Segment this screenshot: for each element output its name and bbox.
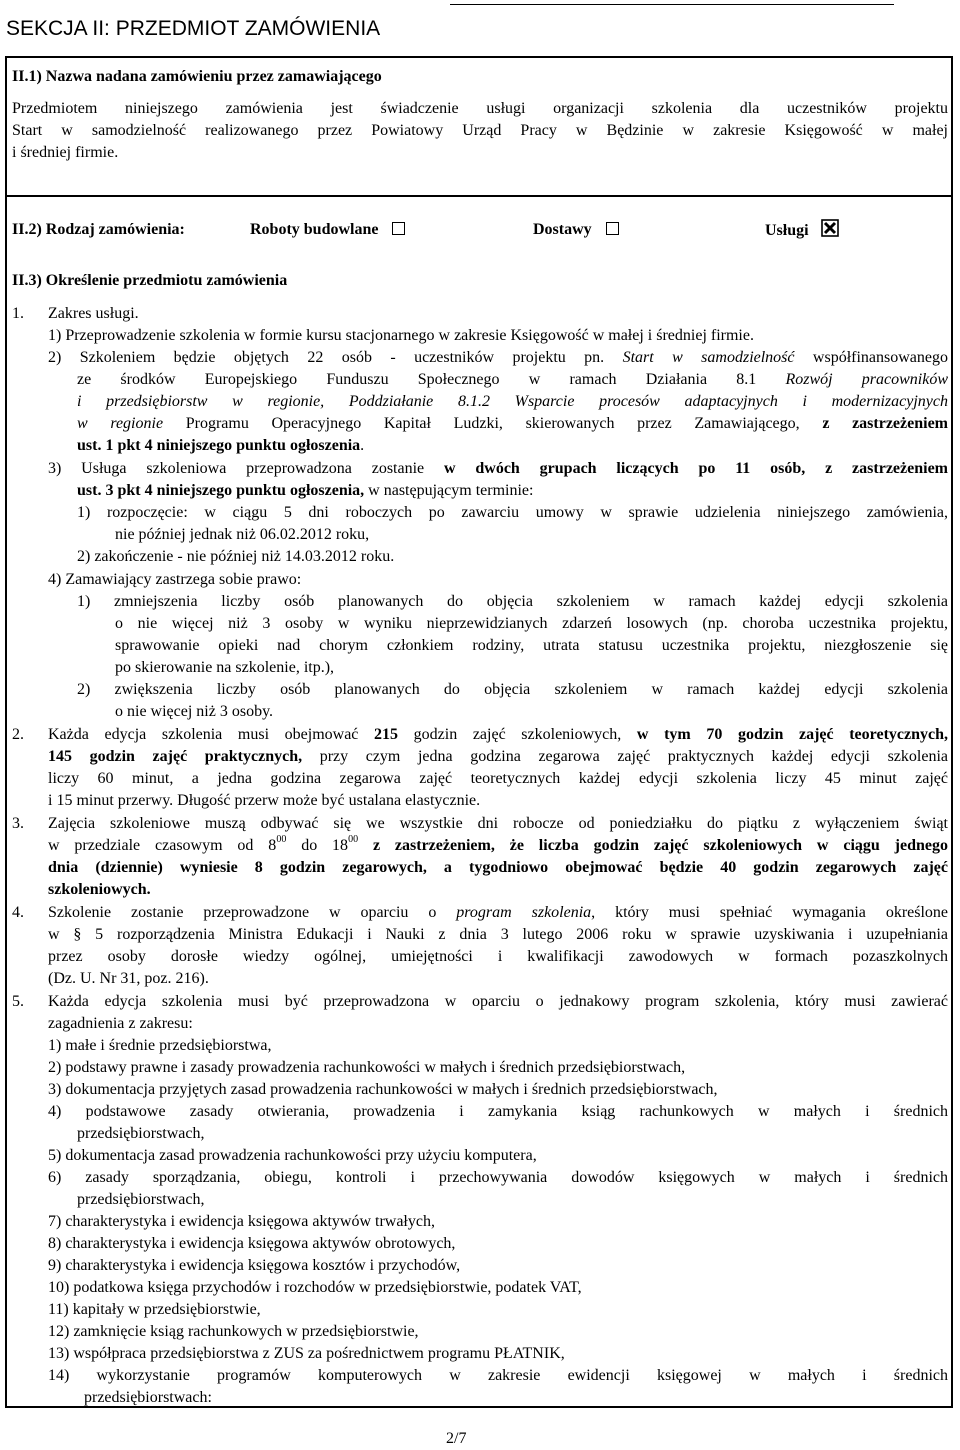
p1-item4-sub2-l2: o nie więcej niż 3 osoby. <box>115 703 274 720</box>
list-item: 7) charakterystyka i ewidencja księgowa aktywów trwałych, <box>48 1213 435 1230</box>
list-item: 13) współpraca przedsiębiorstwa z ZUS za pośrednictwem programu PŁATNIK, <box>48 1345 565 1362</box>
checkbox-checked-icon <box>821 219 839 237</box>
p1-item4: 4) Zamawiający zastrzega sobie prawo: <box>48 571 302 588</box>
p3-line4: szkoleniowych. <box>48 881 151 898</box>
list-item: 2) podstawy prawne i zasady prowadzenia rachunkowości w małych i średnich przedsiębiorstwach, <box>48 1059 686 1076</box>
list-item: 3) dokumentacja przyjętych zasad prowadzenia rachunkowości w małych i średnich przedsiębiorstwach, <box>48 1081 718 1098</box>
p1-item4-sub2: 2) zwiększenia liczby osób planowanych do objęcia szkoleniem w ramach każdej edycji szkolenia <box>77 681 948 698</box>
page-number: 2/7 <box>446 1430 467 1447</box>
p4-num: 4. <box>12 904 24 921</box>
p4-line3: przez osoby dorosłe wiedzy ogólnej, umiejętności i kwalifikacji zawodowych w formach pozaszkolnych <box>48 948 948 965</box>
list-item: 9) charakterystyka i ewidencja księgowa kosztów i przychodów, <box>48 1257 461 1274</box>
list-item: 1) małe i średnie przedsiębiorstwa, <box>48 1037 272 1054</box>
p2-line4: i 15 minut przerwy. Długość przerw może być ustalana elastycznie. <box>48 792 481 809</box>
p1-title: Zakres usługi. <box>48 305 139 322</box>
p1-item2-line2: ze środków Europejskiego Funduszu Społecznego w ramach Działania 8.1 Rozwój pracowników <box>77 371 949 388</box>
p2-line1: Każda edycja szkolenia musi obejmować 215 godzin zajęć szkoleniowych, w tym 70 godzin zajęć teoretycznych, <box>48 726 948 743</box>
list-item: 5) dokumentacja zasad prowadzenia rachunkowości przy użyciu komputera, <box>48 1147 537 1164</box>
list-item: 4) podstawowe zasady otwierania, prowadzenia i zamykania ksiąg rachunkowych w małych i średnich <box>48 1103 948 1120</box>
p2-num: 2. <box>12 726 24 743</box>
frame-separator <box>5 195 953 197</box>
option-uslugi-label: Usługi <box>765 222 809 239</box>
s21-line1: Przedmiotem niniejszego zamówienia jest świadczenie usługi organizacji szkolenia dla uczestników projektu <box>12 100 948 117</box>
option-roboty <box>250 219 405 241</box>
p1-item4-sub1-l2: o nie więcej niż 3 osoby w wyniku nieprzewidzianych zdarzeń losowych (np. choroba uczestnika projektu, <box>115 615 948 632</box>
p1-item1: 1) Przeprowadzenie szkolenia w formie kursu stacjonarnego w zakresie Księgowość w małej i średniej firmie. <box>48 327 754 344</box>
p5-line2: zagadnienia z zakresu: <box>48 1015 193 1032</box>
p1-item3-sub1-cont: nie później jednak niż 06.02.2012 roku, <box>115 526 370 543</box>
s21-line3: i średniej firmie. <box>12 144 119 161</box>
option-dostawy-label: Dostawy <box>533 221 592 238</box>
top-rule <box>450 4 894 5</box>
p5-line1: Każda edycja szkolenia musi być przeprowadzona w oparciu o jednakowy program szkolenia, który musi zawierać <box>48 993 948 1010</box>
s22-heading: II.2) Rodzaj zamówienia: <box>12 221 185 238</box>
p1-item2-line1: 2) Szkoleniem będzie objętych 22 osób - uczestników projektu pn. Start w samodzielność współfinansowanego <box>48 349 949 366</box>
p4-line4: (Dz. U. Nr 31, poz. 216). <box>48 970 209 987</box>
p1-item4-sub1-l3: sprawowanie opieki nad chorym członkiem rodziny, utrata statusu uczestnika projektu, niezgłoszenie się <box>115 637 948 654</box>
checkbox-unchecked-icon <box>606 222 619 235</box>
p3-line2: w przedziale czasowym od $8^{00}$ do $18^{00}$ z zastrzeżeniem, że liczba godzin zajęć szkoleniowych w ciągu jednego <box>48 834 949 854</box>
p1-item3-line1: 3) Usługa szkoleniowa przeprowadzona zostanie w dwóch grupach liczących po 11 osób, z zastrzeżeniem <box>48 460 948 477</box>
p1-item4-sub1: 1) zmniejszenia liczby osób planowanych do objęcia szkoleniem w ramach każdej edycji szkolenia <box>77 593 948 610</box>
p3-line1: Zajęcia szkoleniowe muszą odbywać się we wszystkie dni robocze od poniedziałku do piątku z wyłączeniem świąt <box>48 815 948 832</box>
list-item: 8) charakterystyka i ewidencja księgowa aktywów obrotowych, <box>48 1235 456 1252</box>
checkbox-unchecked-icon <box>392 222 405 235</box>
p4-line2: w § 5 rozporządzenia Ministra Edukacji i Nauki z dnia 3 lutego 2006 roku w sprawie uzyskiwania i uzupełniania <box>48 926 948 943</box>
p2-line2: 145 godzin zajęć praktycznych, przy czym jedna godzina zegarowa zajęć praktycznych każdej edycji szkolenia <box>48 748 948 765</box>
option-roboty-label: Roboty budowlane <box>250 221 379 238</box>
s21-line2: Start w samodzielność realizowanego przez Powiatowy Urząd Pracy w Będzinie w zakresie Księgowość w małej <box>12 122 948 139</box>
p1-item2-line3: i przedsiębiorstw w regionie, Poddziałanie 8.1.2 Wsparcie procesów adaptacyjnych i modernizacyjnych <box>77 393 948 410</box>
list-item: 10) podatkowa księga przychodów i rozchodów w przedsiębiorstwie, podatek VAT, <box>48 1279 582 1296</box>
p3-num: 3. <box>12 815 24 832</box>
list-item: 12) zamknięcie ksiąg rachunkowych w przedsiębiorstwie, <box>48 1323 419 1340</box>
p1-item2-line5: ust. 1 pkt 4 niniejszego punktu ogłoszenia. <box>77 437 365 454</box>
option-dostawy <box>533 219 619 241</box>
p3-line3: dnia (dziennie) wyniesie 8 godzin zegarowych, a tygodniowo obejmować będzie 40 godzin zegarowych zajęć <box>48 859 948 876</box>
list-item: 6) zasady sporządzania, obiegu, kontroli i przechowywania dowodów księgowych w małych i średnich <box>48 1169 948 1186</box>
option-uslugi <box>765 219 839 242</box>
p1-item2-line4: w regionie Programu Operacyjnego Kapitał Ludzki, skierowanych przez Zamawiającego, z zastrzeżeniem <box>77 415 949 432</box>
list-item-cont: przedsiębiorstwach: <box>84 1389 212 1406</box>
list-item-cont: przedsiębiorstwach, <box>77 1191 205 1208</box>
p1-num: 1. <box>12 305 24 322</box>
p2-line3: liczy 60 minut, a jedna godzina zegarowa zajęć teoretycznych każdej edycji szkolenia liczy 45 minut zajęć <box>48 770 948 787</box>
p4-line1: Szkolenie zostanie przeprowadzone w oparciu o program szkolenia, który musi spełniać wymagania określone <box>48 904 949 921</box>
list-item: 14) wykorzystanie programów komputerowych w zakresie ewidencji księgowej w małych i średnich <box>48 1367 948 1384</box>
p5-num: 5. <box>12 993 24 1010</box>
list-item: 11) kapitały w przedsiębiorstwie, <box>48 1301 261 1318</box>
p1-item3-sub2: 2) zakończenie - nie później niż 14.03.2012 roku. <box>77 548 395 565</box>
s23-heading: II.3) Określenie przedmiotu zamówienia <box>12 272 288 289</box>
p1-item3-line2: ust. 3 pkt 4 niniejszego punktu ogłoszenia, w następującym terminie: <box>77 482 534 499</box>
list-item-cont: przedsiębiorstwach, <box>77 1125 205 1142</box>
p1-item3-sub1: 1) rozpoczęcie: w ciągu 5 dni roboczych po zawarciu umowy w sprawie udzielenia niniejszego zamówienia, <box>77 504 948 521</box>
section-title: SEKCJA II: PRZEDMIOT ZAMÓWIENIA <box>6 17 381 40</box>
p1-item4-sub1-l4: po skierowanie na szkolenie, itp.), <box>115 659 335 676</box>
s21-heading: II.1) Nazwa nadana zamówieniu przez zamawiającego <box>12 68 382 85</box>
